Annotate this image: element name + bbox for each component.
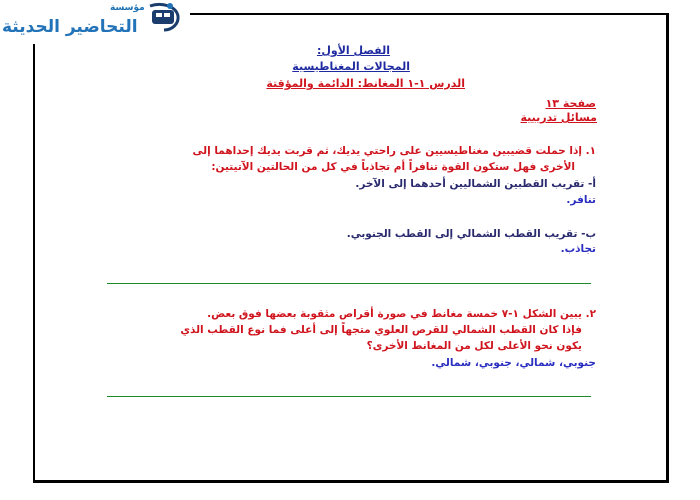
logo-small-text: مؤسسة bbox=[110, 3, 145, 13]
divider-line bbox=[107, 396, 591, 397]
lesson-title: الدرس ١-١ المغانط: الدائمة والمؤقتة bbox=[266, 77, 465, 90]
page-number: صفحة ١٣ bbox=[545, 97, 596, 110]
q1-b-text: ب- تقريب القطب الشمالي إلى القطب الجنوبي. bbox=[346, 228, 596, 240]
q1-b-answer: تجاذب. bbox=[560, 243, 596, 255]
logo-main-text: التحاضير الحديثة bbox=[2, 17, 138, 37]
divider-line bbox=[107, 283, 591, 284]
q1-a-answer: تنافر. bbox=[566, 194, 596, 206]
q2-line2: فإذا كان القطب الشمالي للقرص العلوي متجهاً إلى أعلى فما نوع القطب الذي bbox=[180, 324, 582, 336]
q1-line1: ١. إذا حملت قضيبين مغناطيسيين على راحتي يديك، ثم قربت يديك إحداهما إلى bbox=[192, 145, 596, 157]
section-title: مسائل تدريبية bbox=[520, 111, 597, 124]
q2-line3: يكون نحو الأعلى لكل من المغانط الأخرى؟ bbox=[366, 340, 582, 352]
q2-line1: ٢. يبين الشكل ١-٧ خمسة مغانط في صورة أقراص مثقوبة بعضها فوق بعض. bbox=[207, 308, 596, 320]
q1-line2: الأخرى فهل ستكون القوة تنافراً أم تجاذباً في كل من الحالتين الآتيتين: bbox=[211, 161, 575, 173]
q1-a-text: أ- تقريب القطبين الشماليين أحدهما إلى الآخر. bbox=[355, 178, 596, 190]
chapter-title: المجالات المغناطيسية bbox=[292, 60, 410, 73]
chapter-label: الفصل الأول: bbox=[316, 44, 390, 57]
logo bbox=[0, 0, 190, 44]
q2-answer: جنوبي، شمالي، جنوبي، شمالي. bbox=[431, 357, 596, 369]
